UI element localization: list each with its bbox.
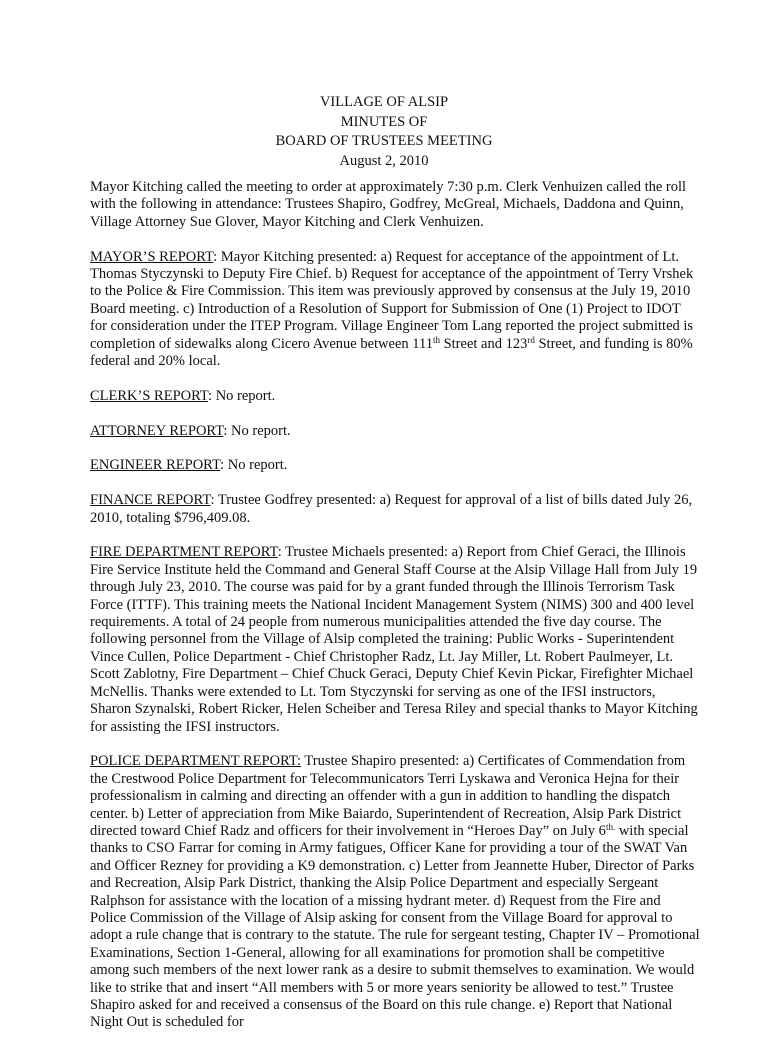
meeting-title: BOARD OF TRUSTEES MEETING <box>275 133 493 149</box>
finance-report-heading: FINANCE REPORT <box>90 492 211 509</box>
police-report-paragraph <box>90 753 700 1032</box>
mayor-report-sup-rd: rd <box>527 334 535 345</box>
attorney-report-text: : No report. <box>223 422 291 439</box>
mayor-report-sup-th: th <box>432 334 440 345</box>
attorney-report-paragraph <box>90 423 700 440</box>
police-report-text: Trustee Shapiro presented: a) Certificates of Commendation from the Crestwood Police Department for Telecommunicators Terri Lyskawa and Veronica Hejna for their professionalism in calming and directing an offender with a gun in addition to handling the dispatch center. b) Letter of appreciation from Mike Baiardo, Superintendent of Recreation, Alsip Park District directed toward Chief Radz and officers for their involvement in “Heroes Day” on July 6 <box>90 753 686 839</box>
clerk-report-text: : No report. <box>208 387 276 404</box>
clerk-report-heading: CLERK’S REPORT <box>90 387 209 404</box>
fire-report-heading: FIRE DEPARTMENT REPORT <box>90 544 278 561</box>
document-header <box>0 93 768 171</box>
finance-report-paragraph <box>90 492 700 527</box>
village-name: VILLAGE OF ALSIP <box>319 94 449 110</box>
police-report-text-2: with special thanks to CSO Farrar for coming in Army fatigues, Officer Kane for providing a tour of the SWAT Van and Officer Rezney for providing a K9 demonstration. c) Letter from Jeannette Huber, Director of Parks and Recreation, Alsip Park District, thanking the Alsip Police Department and especially Sergeant Ralphson for assistance with the location of a missing hydrant meter. d) Request from the Fire and Police Commission of the Village of Alsip asking for consent from the Village Board for approval to adopt a rule change that is contrary to the statute. The rule for sergeant testing, Chapter IV – Promotional Examinations, Section 1-General, allowing for all examinations for promotion shall be competitive among such members of the next lower rank as a desire to submit themselves to examination. We would like to strike that and insert “All members with 5 or more years seniority be allowed to test.” Trustee Shapiro asked for and received a consensus of the Board on this rule change. e) Report that National Night Out is scheduled for <box>90 822 700 1031</box>
engineer-report-heading: ENGINEER REPORT <box>90 457 221 474</box>
finance-report-text: : Trustee Godfrey presented: a) Request for approval of a list of bills dated July 26, 2010, totaling $796,409.08. <box>90 492 693 526</box>
mayor-report-heading: MAYOR’S REPORT <box>90 248 214 265</box>
document-body <box>90 179 700 1049</box>
engineer-report-paragraph <box>90 457 700 474</box>
attorney-report-heading: ATTORNEY REPORT <box>90 422 224 439</box>
minutes-label: MINUTES OF <box>340 113 428 130</box>
mayor-report-paragraph <box>90 249 700 371</box>
clerk-report-paragraph <box>90 388 700 405</box>
mayor-report-text: : Mayor Kitching presented: a) Request for acceptance of the appointment of Lt. Thomas Styczynski to Deputy Fire Chief. b) Request for acceptance of the appointment of Terry Vrshek to the Police & Fire Commission. This item was previously approved by consensus at the July 19, 2010 Board meeting. c) Introduction of a Resolution of Support for Submission of One (1) Project to IDOT for consideration under the ITEP Program. Village Engineer Tom Lang reported the project submitted is completion of sidewalks along Cicero Avenue between 111 <box>90 248 694 352</box>
intro-paragraph: Mayor Kitching called the meeting to order at approximately 7:30 p.m. Clerk Venhuizen called the roll with the following in attendance: Trustees Shapiro, Godfrey, McGreal, Michaels, Daddona and Quinn, Village Attorney Sue Glover, Mayor Kitching and Clerk Venhuizen. <box>90 179 687 230</box>
engineer-report-text: : No report. <box>220 457 288 474</box>
meeting-date: August 2, 2010 <box>339 152 429 169</box>
fire-report-text: : Trustee Michaels presented: a) Report from Chief Geraci, the Illinois Fire Service Institute held the Command and General Staff Course at the Alsip Village Hall from July 19 through July 23, 2010. The course was paid for by a grant funded through the Illinois Terrorism Task Force (ITTF). This training meets the National Incident Management System (NIMS) 300 and 400 level requirements. A total of 24 people from numerous municipalities attended the five day course. The following personnel from the Village of Alsip completed the training: Public Works - Superintendent Vince Cullen, Police Department - Chief Christopher Radz, Lt. Jay Miller, Lt. Robert Paulmeyer, Lt. Scott Zablotny, Fire Department – Chief Chuck Geraci, Deputy Chief Kevin Pickar, Firefighter Michael McNellis. Thanks were extended to Lt. Tom Styczynski for serving as one of the IFSI instructors, Sharon Szynalski, Robert Ricker, Helen Scheiber and Teresa Riley and special thanks to Mayor Kitching for assisting the IFSI instructors. <box>90 544 698 735</box>
police-report-sup-th: th. <box>605 821 616 832</box>
fire-report-paragraph <box>90 544 700 735</box>
mayor-report-text-2: Street and 123 <box>439 335 528 352</box>
police-report-heading: POLICE DEPARTMENT REPORT: <box>90 753 302 770</box>
mayor-report-text-3: Street, and funding is 80% federal and 20% local. <box>90 335 693 370</box>
